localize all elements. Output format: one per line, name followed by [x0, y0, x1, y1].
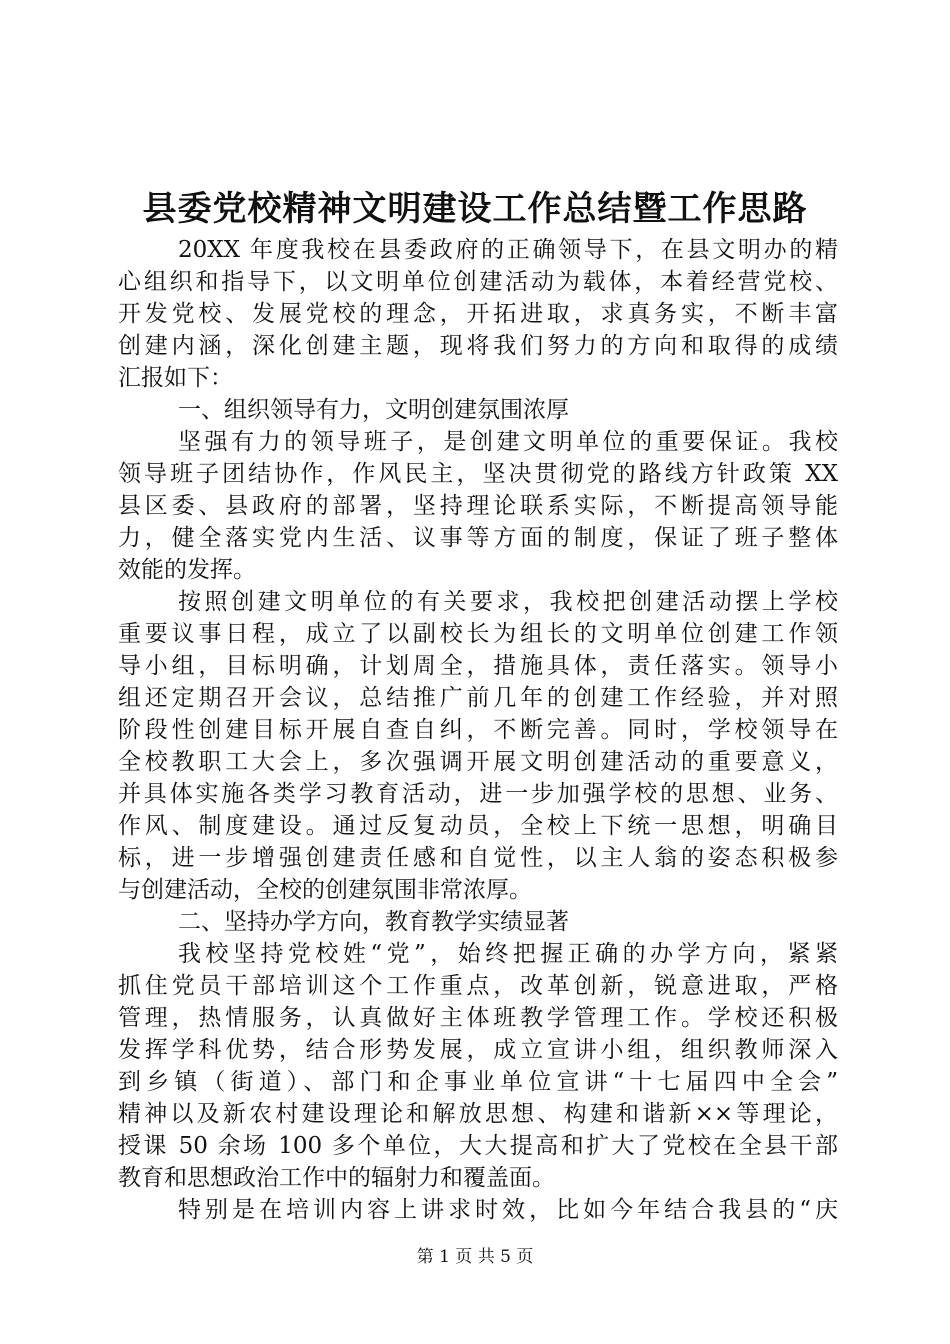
body-line: 作风、制度建设。通过反复动员，全校上下统一思想，明确目 [118, 813, 838, 839]
body-line: 按照创建文明单位的有关要求，我校把创建活动摆上学校 [178, 589, 838, 615]
body-line: 坚强有力的领导班子，是创建文明单位的重要保证。我校 [178, 429, 838, 455]
body-line: 效能的发挥。 [118, 557, 256, 583]
body-line: 标，进一步增强创建责任感和自觉性，以主人翁的姿态积极参 [118, 845, 838, 871]
body-line: 开发党校、发展党校的理念，开拓进取，求真务实，不断丰富 [118, 301, 838, 327]
body-line: 重要议事日程，成立了以副校长为组长的文明单位创建工作领 [118, 621, 838, 647]
body-line: 心组织和指导下，以文明单位创建活动为载体，本着经营党校、 [118, 269, 838, 295]
body-line: 与创建活动，全校的创建氛围非常浓厚。 [118, 877, 532, 903]
body-line: 发挥学科优势，结合形势发展，成立宣讲小组，组织教师深入 [118, 1037, 838, 1063]
body-line: 教育和思想政治工作中的辐射力和覆盖面。 [118, 1165, 555, 1191]
body-line: 阶段性创建目标开展自查自纠，不断完善。同时，学校领导在 [118, 717, 838, 743]
body-line: 县区委、县政府的部署，坚持理论联系实际，不断提高领导能 [118, 493, 838, 519]
body-line: 二、坚持办学方向，教育教学实绩显著 [178, 909, 569, 935]
body-line: 我校坚持党校姓“党”，始终把握正确的办学方向，紧紧 [178, 941, 838, 967]
document-body [118, 234, 838, 1226]
body-line: 管理，热情服务，认真做好主体班教学管理工作。学校还积极 [118, 1005, 838, 1031]
body-line: 创建内涵，深化创建主题，现将我们努力的方向和取得的成绩 [118, 333, 838, 359]
body-line: 特别是在培训内容上讲求时效，比如今年结合我县的“庆 [178, 1197, 838, 1223]
body-line: 20XX 年度我校在县委政府的正确领导下，在县文明办的精 [178, 237, 838, 263]
body-line: 抓住党员干部培训这个工作重点，改革创新，锐意进取，严格 [118, 973, 838, 999]
body-line: 精神以及新农村建设理论和解放思想、构建和谐新××等理论， [118, 1101, 838, 1127]
body-line: 导小组，目标明确，计划周全，措施具体，责任落实。领导小 [118, 653, 838, 679]
body-line: 领导班子团结协作，作风民主，坚决贯彻党的路线方针政策 XX [118, 461, 838, 487]
body-line: 授课 50 余场 100 多个单位，大大提高和扩大了党校在全县干部 [118, 1133, 838, 1159]
body-line: 到乡镇（街道）、部门和企事业单位宣讲“十七届四中全会” [118, 1069, 838, 1095]
page-footer: 第 1 页 共 5 页 [416, 1247, 534, 1267]
body-line: 力，健全落实党内生活、议事等方面的制度，保证了班子整体 [118, 525, 838, 551]
document-title: 县委党校精神文明建设工作总结暨工作思路 [142, 189, 808, 229]
body-line: 汇报如下： [118, 365, 233, 391]
body-line: 全校教职工大会上，多次强调开展文明创建活动的重要意义， [118, 749, 838, 775]
body-line: 并具体实施各类学习教育活动，进一步加强学校的思想、业务、 [118, 781, 838, 807]
body-line: 组还定期召开会议，总结推广前几年的创建工作经验，并对照 [118, 685, 838, 711]
body-line: 一、组织领导有力，文明创建氛围浓厚 [178, 397, 569, 423]
